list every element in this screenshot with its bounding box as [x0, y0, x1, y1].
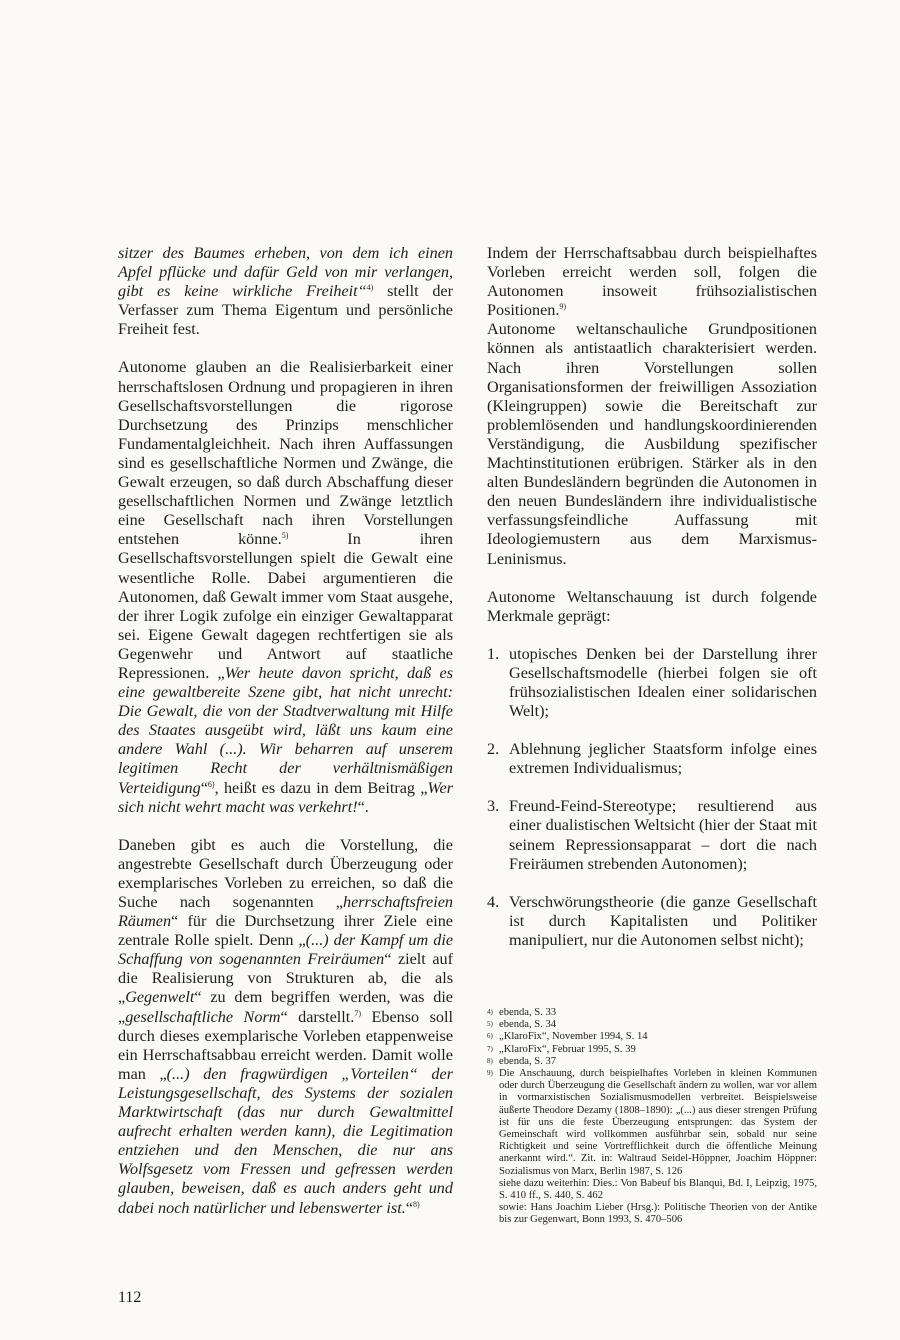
text-run: “ zu dem begriffen werden, was die „	[118, 988, 453, 1026]
list-item: 4. Verschwörungstheorie (die ganze Gesellschaft ist durch Kapitalisten und Politiker manipuliert, nur die Autonomen selbst nicht);	[487, 892, 817, 949]
right-column	[487, 244, 817, 969]
footnote: 4) ebenda, S. 33	[487, 1007, 557, 1018]
italic-quote: Wer heute davon spricht, daß es eine gewaltbereite Szene gibt, hat nicht unrecht: Die Gewalt, die von der Stadtverwaltung mit Hilfe des Staates ausgeübt wird, läßt uns kaum eine andere Wahl (...). Wir beharren auf unserem legitimen Recht der verhältnismäßigen Verteidigung	[118, 663, 454, 797]
text-run: “ für die Durchsetzung ihrer Ziele eine zentrale Rolle spielt. Denn „	[118, 912, 453, 950]
footnote: 5) ebenda, S. 34	[487, 1019, 557, 1031]
text-run: In ihren Gesellschaftsvorstellungen spielt die Gewalt eine wesentliche Rolle. Dabei argumentieren die Autonomen, daß Gewalt immer vom Staat ausgehe, der ihrer Logik zufolge ein einziger Gewaltapparat sei. Eigene Gewalt dagegen rechtfertigen sie als Gegenwehr und Antwort auf staatliche Repressionen. „	[118, 530, 453, 682]
paragraph-1	[118, 244, 453, 339]
list-item: 1. utopisches Denken bei der Darstellung ihrer Gesellschaftsmodelle (hierbei folgen sie oft frühsozialistischen Idealen einer solidarischen Welt);	[487, 644, 817, 721]
text-run: Ebenso soll durch dieses exemplarische Vorleben etappenweise ein Herrschaftsabbau erreicht werden. Damit wolle man „	[118, 1007, 454, 1083]
italic-quote: (...) den fragwürdigen „Vorteilen“ der Leistungsgesellschaft, des Systems der sozialen Marktwirtschaft (das nur durch Gewaltmittel aufrecht erhalten werden kann), die Legitimation entziehen und den Menschen, die nur ans Wolfsgesetz vom Fressen und gefressen werden glauben, beweisen, daß es auch anders geht und dabei noch natürlicher und lebenswerter ist.	[118, 1064, 453, 1217]
paragraph-5: Autonome weltanschauliche Grundpositionen können als antistaatlich charakterisiert werden. Nach ihren Vorstellungen sollen Organisationsformen der freiwilligen Assoziation (Kleingruppen) sowie die Bereitschaft zur problemlösenden und handlungskoordinierenden Verständigung, die Ausbildung spezifischer Machtinstitutionen erübrigen. Stärker als in den alten Bundesländern begründen die Autonomen in den neuen Bundesländern ihre individualistische verfassungsfeindliche Auffassung mit Ideologiemustern aus dem Marxismus-Leninismus.	[487, 320, 817, 568]
italic-quote: sitzer des Baumes erheben, von dem ich einen Apfel pflücke und dafür Geld von mir verlangen, gibt es keine wirkliche Freiheit“	[118, 244, 453, 301]
paragraph-3	[118, 836, 453, 1218]
footnotes	[487, 1007, 817, 1227]
italic-quote: gesellschaftliche Norm	[125, 1007, 281, 1026]
text-run: , heißt es dazu in dem Beitrag „	[214, 778, 428, 797]
list-item: 3. Freund-Feind-Stereotype; resultierend aus einer dualistischen Weltsicht (hier der Staat mit seinem Repressionsapparat – dort die nach Freiräumen strebenden Autonomen);	[487, 797, 817, 873]
left-column	[118, 244, 453, 1218]
list-item: 2. Ablehnung jeglicher Staatsform infolge eines extremen Individualismus;	[487, 740, 817, 778]
text-run: “ zielt auf die Realisierung von Strukturen ab, die als „	[118, 950, 453, 1007]
footnote-ref: 9)	[559, 302, 567, 312]
footnote-ref: 7)	[354, 1008, 361, 1018]
characteristics-list	[487, 645, 817, 950]
footnote: 6) „KlaroFix“, November 1994, S. 14	[487, 1031, 648, 1043]
italic-quote: Gegenwelt	[125, 988, 195, 1007]
paragraph-4	[487, 244, 817, 320]
footnote: 8) ebenda, S. 37	[487, 1055, 557, 1067]
italic-quote: herrschaftsfreien Räumen	[118, 893, 453, 931]
italic-quote: (...) der Kampf um die Schaffung von sogenannten Freiräumen	[118, 931, 454, 969]
text-run: Indem der Herrschaftsabbau durch beispielhaftes Vorleben erreicht werden soll, folgen die Autonomen insoweit frühsozialistischen Positionen.	[487, 244, 817, 320]
text-run: stellt der Verfasser zum Thema Eigentum und persönliche Freiheit fest.	[118, 282, 453, 339]
footnote-ref: 4)	[366, 283, 374, 293]
footnote: 9) Die Anschauung, durch beispielhaftes Vorleben in kleinen Kommunen oder durch Überzeugung die Gesellschaft ändern zu wollen, war vor allem in vormarxistischen Sozialismusmodellen verbreitet. Beispielsweise äußerte Theodore Dezamy (1808–1890): „(...) aus dieser strengen Prüfung ist für uns die feste Überzeugung entsprungen: das System der Gemeinschaft wird vollkommen ausführbar sein, sobald nur seine Richtigkeit und seine Vortrefflichkeit durch die öffentliche Meinung anerkannt wird.“. Zit. in: Waltraud Seidel-Höppner, Joachim Höppner: Sozialismus von Marx, Berlin 1987, S. 126	[487, 1068, 817, 1177]
text-run: “ darstellt.	[280, 1007, 355, 1026]
footnote-ref: 5)	[281, 531, 289, 541]
text-run: “.	[357, 797, 369, 816]
paragraph-6: Autonome Weltanschauung ist durch folgende Merkmale geprägt:	[487, 587, 817, 625]
footnote: 7) „KlaroFix“, Februar 1995, S. 39	[487, 1043, 636, 1055]
page-number: 112	[118, 1289, 142, 1306]
text-run: Autonome glauben an die Realisierbarkeit einer herrschaftslosen Ordnung und propagieren in ihren Gesellschaftsvorstellungen die rigorose Durchsetzung des Prinzips menschlicher Fundamentalgleichheit. Nach ihren Auffassungen sind es gesellschaftliche Normen und Zwänge, die Gewalt erzeugen, so daß durch Abschaffung dieser gesellschaftlichen Normen und Zwänge letztlich eine Gesellschaft nach ihren Vorstellungen entstehen könne.	[118, 358, 453, 549]
footnote-ref: 6)	[207, 779, 215, 789]
footnote-ref: 8)	[412, 1199, 420, 1209]
text-run: Daneben gibt es auch die Vorstellung, die angestrebte Gesellschaft durch Überzeugung oder exemplarisches Vorleben zu erreichen, so daß die Suche nach sogenannten „	[118, 835, 453, 911]
text-run: “	[405, 1198, 413, 1217]
text-run: “	[200, 778, 208, 797]
italic-quote: Wer sich nicht wehrt macht was verkehrt!	[118, 778, 453, 816]
footnote-continuation: siehe dazu weiterhin: Dies.: Von Babeuf bis Blanqui, Bd. I, Leipzig, 1975, S. 410 ff., S. 440, S. 462	[499, 1177, 817, 1202]
footnote-continuation: sowie: Hans Joachim Lieber (Hrsg.): Politische Theorien von der Antike bis zur Gegenwart, Bonn 1993, S. 470–506	[499, 1202, 817, 1226]
paragraph-2	[118, 358, 453, 816]
